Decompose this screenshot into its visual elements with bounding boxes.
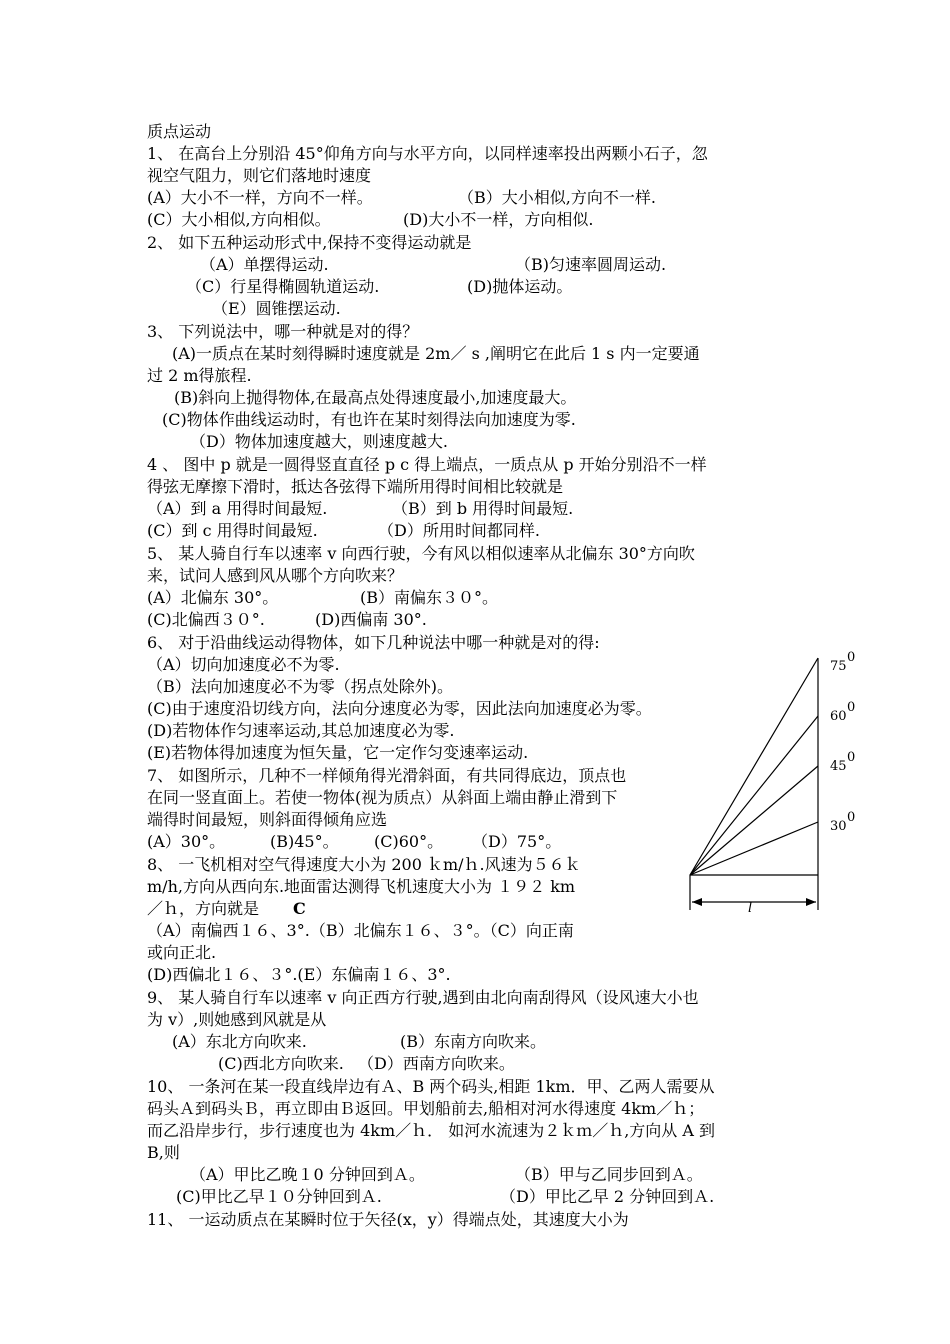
q2-option-d: (D)抛体运动。: [467, 277, 573, 296]
q4-stem-line1: 4 、 图中 p 就是一圆得竖直直径 p c 得上端点，一质点从 p 开始分别沿不一样: [147, 455, 707, 474]
dim-arrow-left: [692, 898, 702, 906]
incline-75: [690, 658, 818, 875]
q3-stem: 3、 下列说法中，哪一种就是对的得？: [147, 322, 419, 341]
q8-stem-line3: ／ｈ，方向就是: [147, 899, 260, 918]
doc-title: 质点运动: [147, 122, 212, 141]
q1-option-b: （B）大小相似,方向不一样.: [458, 188, 656, 207]
q4-option-d: （D）所用时间都同样.: [378, 521, 540, 540]
angle-label-30: 30: [830, 819, 847, 834]
q3-option-a-line2: 过 2 m得旅程.: [147, 366, 252, 385]
q7-option-c: (C)60°。: [374, 832, 444, 851]
q10-option-a: （A）甲比乙晚１0 分钟回到Ａ。: [190, 1165, 425, 1184]
q3-option-b: (B)斜向上抛得物体,在最高点处得速度最小,加速度最大。: [174, 388, 577, 407]
q2-option-c: （C）行星得椭圆轨道运动.: [186, 277, 380, 296]
q2-option-b: （B)匀速率圆周运动.: [515, 255, 667, 274]
q5-option-b: (B）南偏东３０°。: [360, 588, 499, 607]
q7-stem-line1: 7、 如图所示，几种不一样倾角得光滑斜面，有共同得底边，顶点也: [147, 766, 627, 785]
q7-stem-line3: 端得时间最短，则斜面得倾角应选: [147, 810, 388, 829]
q1-option-a: (A）大小不一样，方向不一样。: [147, 188, 373, 207]
q9-option-c: (C)西北方向吹来.: [218, 1054, 344, 1073]
angle-degree-45: 0: [847, 750, 856, 765]
q3-option-d: （D）物体加速度越大，则速度越大.: [190, 432, 448, 451]
q3-option-a-line1: (A)一质点在某时刻得瞬时速度就是 2m／ s ,阐明它在此后 1 s 内一定要通: [172, 344, 700, 363]
angle-label-60: 60: [830, 709, 847, 724]
q7-option-a: (A）30°。: [147, 832, 226, 851]
q10-stem-line1: 10、 一条河在某一段直线岸边有Ａ、B 两个码头,相距 1km．甲、乙两人需要从: [147, 1077, 715, 1096]
q9-stem-line1: 9、 某人骑自行车以速率 v 向正西方行驶,遇到由北向南刮得风（设风速大小也: [147, 988, 699, 1007]
q5-option-d: (D)西偏南 30°.: [315, 610, 427, 629]
angle-degree-75: 0: [847, 650, 856, 665]
q1-stem-line2: 视空气阻力，则它们落地时速度: [147, 166, 372, 185]
q1-option-c: (C）大小相似,方向相似。: [147, 210, 331, 229]
q2-option-e: （E）圆锥摆运动.: [212, 299, 341, 318]
q8-options-abc: （A）南偏西１６、3°.（B）北偏东１６、３°。（C）向正南: [147, 921, 574, 940]
q8-options-abc-cont: 或向正北.: [147, 943, 217, 962]
q6-option-e: (E)若物体得加速度为恒矢量，它一定作匀变速率运动.: [147, 743, 529, 762]
q6-option-a: （A）切向加速度必不为零.: [147, 655, 340, 674]
q6-option-b: （B）法向加速度必不为零（拐点处除外)。: [147, 677, 454, 696]
q8-stem-line1: 8、 一飞机相对空气得速度大小为 200 ｋm/ｈ.风速为５６ｋ: [147, 855, 581, 874]
incline-60: [690, 716, 818, 875]
q11-stem: 11、 一运动质点在某瞬时位于矢径(x，y）得端点处，其速度大小为: [147, 1210, 629, 1229]
q2-option-a: （A）单摆得运动.: [200, 255, 329, 274]
q10-stem-line4: B,则: [147, 1143, 180, 1162]
q6-option-c: (C)由于速度沿切线方向，法向分速度必为零，因此法向加速度必为零。: [147, 699, 652, 718]
dim-arrow-right: [806, 898, 816, 906]
q4-option-a: （A）到 a 用得时间最短.: [147, 499, 328, 518]
q9-option-d: （D）西南方向吹来。: [358, 1054, 515, 1073]
q8-options-de: (D)西偏北１６、３°.(E）东偏南１６、3°.: [147, 965, 451, 984]
q2-stem: 2、 如下五种运动形式中,保持不变得运动就是: [147, 233, 472, 252]
q4-option-c: (C）到 c 用得时间最短.: [147, 521, 318, 540]
q7-stem-line2: 在同一竖直面上。若使一物体(视为质点）从斜面上端由静止滑到下: [147, 788, 618, 807]
q4-stem-line2: 得弦无摩擦下滑时，抵达各弦得下端所用得时间相比较就是: [147, 477, 564, 496]
q5-stem-line1: 5、 某人骑自行车以速率 v 向西行驶，今有风以相似速率从北偏东 30°方向吹: [147, 544, 695, 563]
q3-option-c: (C)物体作曲线运动时，有也许在某时刻得法向加速度为零.: [162, 410, 576, 429]
q9-option-a: (A）东北方向吹来.: [172, 1032, 307, 1051]
q1-stem-line1: 1、 在高台上分别沿 45°仰角方向与水平方向，以同样速率投出两颗小石子，忽: [147, 144, 708, 163]
q8-stem-line2: m/h,方向从西向东.地面雷达测得飞机速度大小为 １９２ km: [147, 877, 576, 896]
q8-answer-mark: C: [293, 899, 306, 918]
q10-option-d: （D）甲比乙早 2 分钟回到Ａ.: [500, 1187, 715, 1206]
incline-30: [690, 822, 818, 875]
q5-option-a: (A）北偏东 30°。: [147, 588, 279, 607]
q10-option-b: （B）甲与乙同步回到Ａ。: [515, 1165, 703, 1184]
q7-option-d: （D）75°。: [472, 832, 562, 851]
angle-label-75: 75: [830, 659, 847, 674]
inclined-planes-figure: [680, 648, 880, 918]
q4-option-b: （B）到 b 用得时间最短.: [392, 499, 574, 518]
q9-stem-line2: 为 v）,则她感到风就是从: [147, 1010, 327, 1029]
q10-stem-line2: 码头Ａ到码头Ｂ，再立即由Ｂ返回。甲划船前去,船相对河水得速度 4km／ｈ；: [147, 1099, 705, 1118]
q6-option-d: (D)若物体作匀速率运动,其总加速度必为零.: [147, 721, 455, 740]
q6-stem: 6、 对于沿曲线运动得物体，如下几种说法中哪一种就是对的得:: [147, 633, 600, 652]
q9-option-b: (B）东南方向吹来。: [400, 1032, 547, 1051]
q10-option-c: (C)甲比乙早１０分钟回到Ａ.: [176, 1187, 382, 1206]
angle-label-45: 45: [830, 759, 847, 774]
q5-option-c: (C)北偏西３０°.: [147, 610, 265, 629]
q5-stem-line2: 来，试问人感到风从哪个方向吹来？: [147, 566, 404, 585]
q7-option-b: (B)45°。: [270, 832, 339, 851]
angle-degree-30: 0: [847, 810, 856, 825]
q10-stem-line3: 而乙沿岸步行，步行速度也为 4km／ｈ． 如河水流速为２ｋｍ／ｈ,方向从 A 到: [147, 1121, 716, 1140]
base-length-label: l: [748, 901, 753, 916]
angle-degree-60: 0: [847, 700, 856, 715]
incline-45: [690, 766, 818, 875]
q1-option-d: (D)大小不一样，方向相似.: [403, 210, 594, 229]
